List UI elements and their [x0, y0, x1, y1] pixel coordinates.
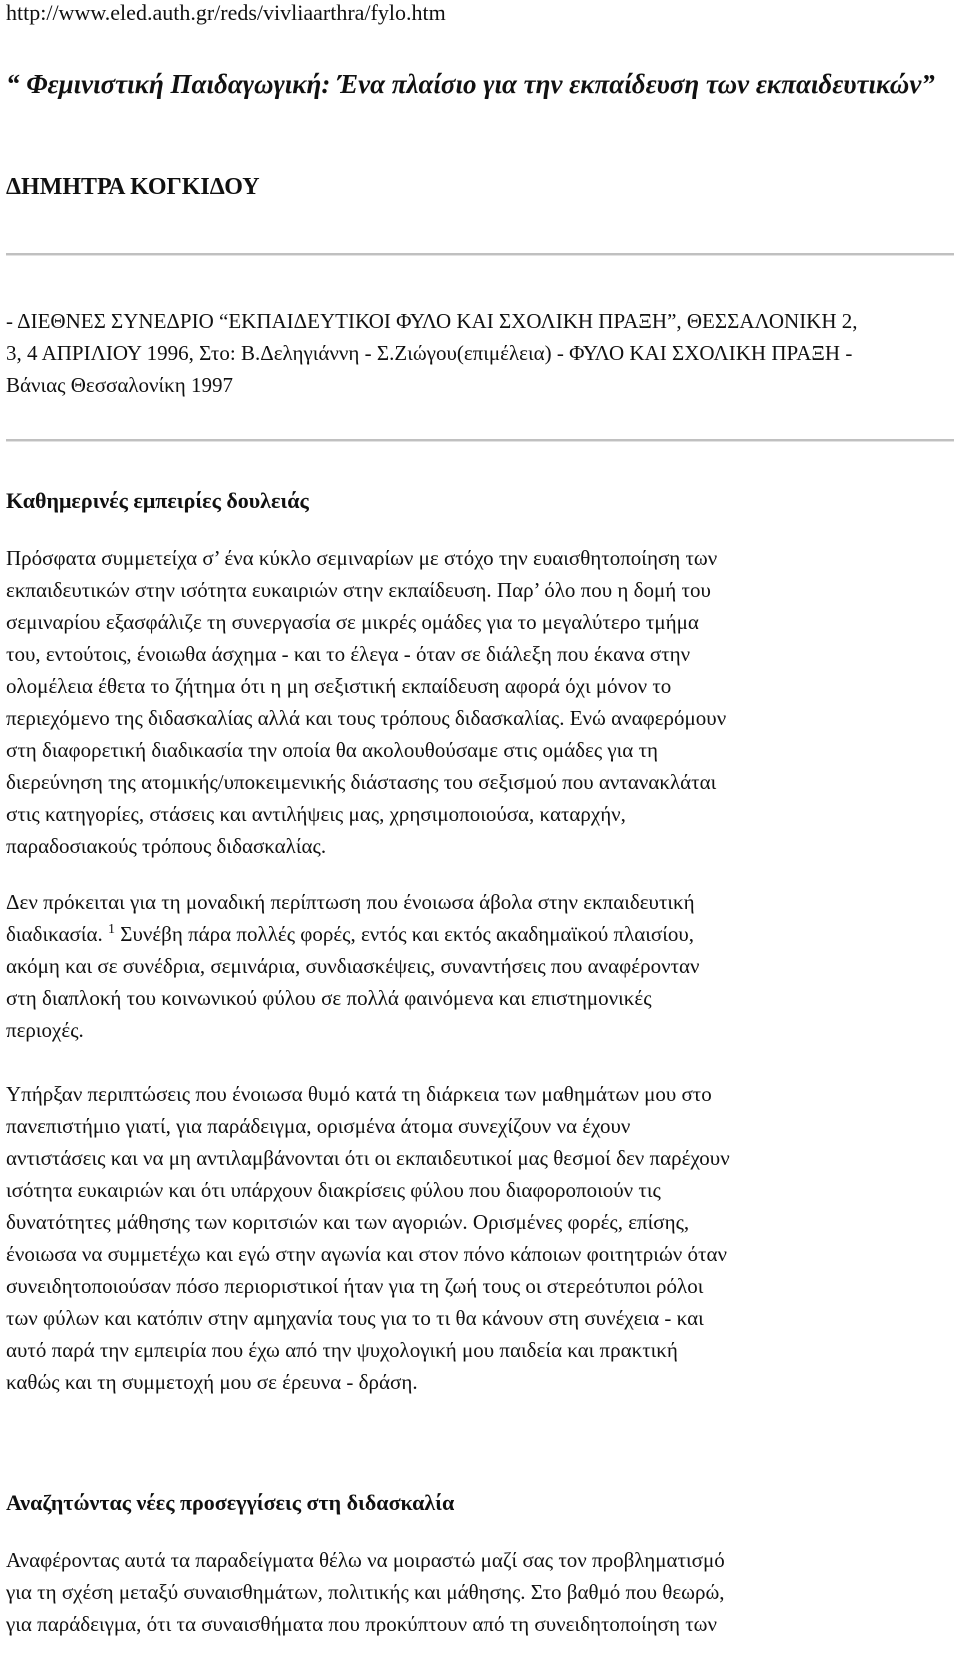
text-line: παραδοσιακούς τρόπους διδασκαλίας.: [6, 834, 327, 858]
text-line: του, εντούτοις, ένοιωθα άσχημα - και το έλεγα - όταν σε διάλεξη που έκανα στην: [6, 642, 691, 666]
text-fragment: Συνέβη πάρα πολλές φορές, εντός και εκτός ακαδημαϊκού πλαισίου,: [114, 922, 695, 946]
text-line: ισότητα ευκαιριών και ότι υπάρχουν διακρίσεις φύλου που διαφοροποιούν τις: [6, 1178, 661, 1202]
source-line: - ΔΙΕΘΝΕΣ ΣΥΝΕΔΡΙΟ “ΕΚΠΑΙΔΕΥΤΙΚΟΙ ΦΥΛΟ ΚΑΙ ΣΧΟΛΙΚΗ ΠΡΑΞΗ”, ΘΕΣΣΑΛΟΝΙΚΗ 2,: [6, 309, 858, 333]
article-author: ΔΗΜΗΤΡΑ ΚΟΓΚΙΔΟΥ: [6, 174, 260, 200]
text-line: καθώς και τη συμμετοχή μου σε έρευνα - δράση.: [6, 1370, 418, 1394]
text-line: περιοχές.: [6, 1018, 84, 1042]
text-line: ολομέλεια έθετα το ζήτημα ότι η μη σεξιστική εκπαίδευση αφορά όχι μόνον το: [6, 674, 672, 698]
text-line: Αναφέροντας αυτά τα παραδείγματα θέλω να μοιραστώ μαζί σας τον προβληματισμό: [6, 1548, 725, 1572]
text-line: δυνατότητες μάθησης των κοριτσιών και των αγοριών. Ορισμένες φορές, επίσης,: [6, 1210, 690, 1234]
text-line-with-footnote: [6, 918, 954, 950]
paragraph: [6, 886, 954, 1046]
text-line: Δεν πρόκειται για τη μοναδική περίπτωση που ένοιωσα άβολα στην εκπαιδευτική: [6, 890, 695, 914]
source-line: 3, 4 ΑΠΡΙΛΙΟΥ 1996, Στο: Β.Δεληγιάννη - Σ.Ζιώγου(επιμέλεια) - ΦΥΛΟ ΚΑΙ ΣΧΟΛΙΚΗ ΠΡΑΞΗ -: [6, 341, 853, 365]
text-line: ακόμη και σε συνέδρια, σεμινάρια, συνδιασκέψεις, συναντήσεις που αναφέρονταν: [6, 954, 700, 978]
text-line: πανεπιστήμιο γιατί, για παράδειγμα, ορισμένα άτομα συνεχίζουν να έχουν: [6, 1114, 631, 1138]
text-line: για παράδειγμα, ότι τα συναισθήματα που προκύπτουν από τη συνειδητοποίηση των: [6, 1612, 717, 1636]
horizontal-rule: [6, 253, 954, 256]
text-line: αντιστάσεις και να μη αντιλαμβάνονται ότι οι εκπαιδευτικοί μας θεσμοί δεν παρέχουν: [6, 1146, 730, 1170]
text-line: των φύλων και κατόπιν στην αμηχανία τους για το τι θα κάνουν στη συνέχεια - και: [6, 1306, 704, 1330]
text-line: εκπαιδευτικών στην ισότητα ευκαιριών στην εκπαίδευση. Παρ’ όλο που η δομή του: [6, 578, 711, 602]
paragraph: [6, 542, 954, 862]
text-line: αυτό παρά την εμπειρία που έχω από την ψυχολογική μου παιδεία και πρακτική: [6, 1338, 678, 1362]
section-heading: Αναζητώντας νέες προσεγγίσεις στη διδασκαλία: [6, 1490, 455, 1515]
text-line: Υπήρξαν περιπτώσεις που ένοιωσα θυμό κατά τη διάρκεια των μαθημάτων μου στο: [6, 1082, 712, 1106]
publication-source: [6, 305, 954, 401]
text-line: σεμιναρίου εξασφάλιζε τη συνεργασία σε μικρές ομάδες για το μεγαλύτερο τμήμα: [6, 610, 699, 634]
text-line: στις κατηγορίες, στάσεις και αντιλήψεις μας, χρησιμοποιούσα, καταρχήν,: [6, 802, 626, 826]
footnote-reference[interactable]: 1: [107, 922, 115, 937]
text-line: συνειδητοποιούσαν πόσο περιοριστικοί ήταν για τη ζωή τους οι στερεότυποι ρόλοι: [6, 1274, 704, 1298]
text-line: Πρόσφατα συμμετείχα σ’ ένα κύκλο σεμιναρίων με στόχο την ευαισθητοποίηση των: [6, 546, 718, 570]
paragraph: [6, 1078, 954, 1398]
paragraph: [6, 1544, 954, 1640]
source-line: Βάνιας Θεσσαλονίκη 1997: [6, 373, 233, 397]
text-line: ένοιωσα να συμμετέχω και εγώ στην αγωνία και στον πόνο κάποιων φοιτητριών όταν: [6, 1242, 727, 1266]
section-heading: Καθημερινές εμπειρίες δουλειάς: [6, 488, 309, 513]
horizontal-rule: [6, 439, 954, 442]
text-line: περιεχόμενο της διδασκαλίας αλλά και τους τρόπους διδασκαλίας. Ενώ αναφερόμουν: [6, 706, 727, 730]
page-url[interactable]: http://www.eled.auth.gr/reds/vivliaarthra/fylo.htm: [6, 0, 446, 25]
text-fragment: διαδικασία.: [6, 922, 103, 946]
text-line: διερεύνηση της ατομικής/υποκειμενικής διάστασης του σεξισμού που αντανακλάται: [6, 770, 717, 794]
text-line: στη διαφορετική διαδικασία την οποία θα ακολουθούσαμε στις ομάδες για τη: [6, 738, 658, 762]
article-title: “ Φεμινιστική Παιδαγωγική: Ένα πλαίσιο για την εκπαίδευση των εκπαιδευτικών”: [6, 69, 935, 99]
text-line: για τη σχέση μεταξύ συναισθημάτων, πολιτικής και μάθησης. Στο βαθμό που θεωρώ,: [6, 1580, 725, 1604]
text-line: στη διαπλοκή του κοινωνικού φύλου σε πολλά φαινόμενα και επιστημονικές: [6, 986, 652, 1010]
